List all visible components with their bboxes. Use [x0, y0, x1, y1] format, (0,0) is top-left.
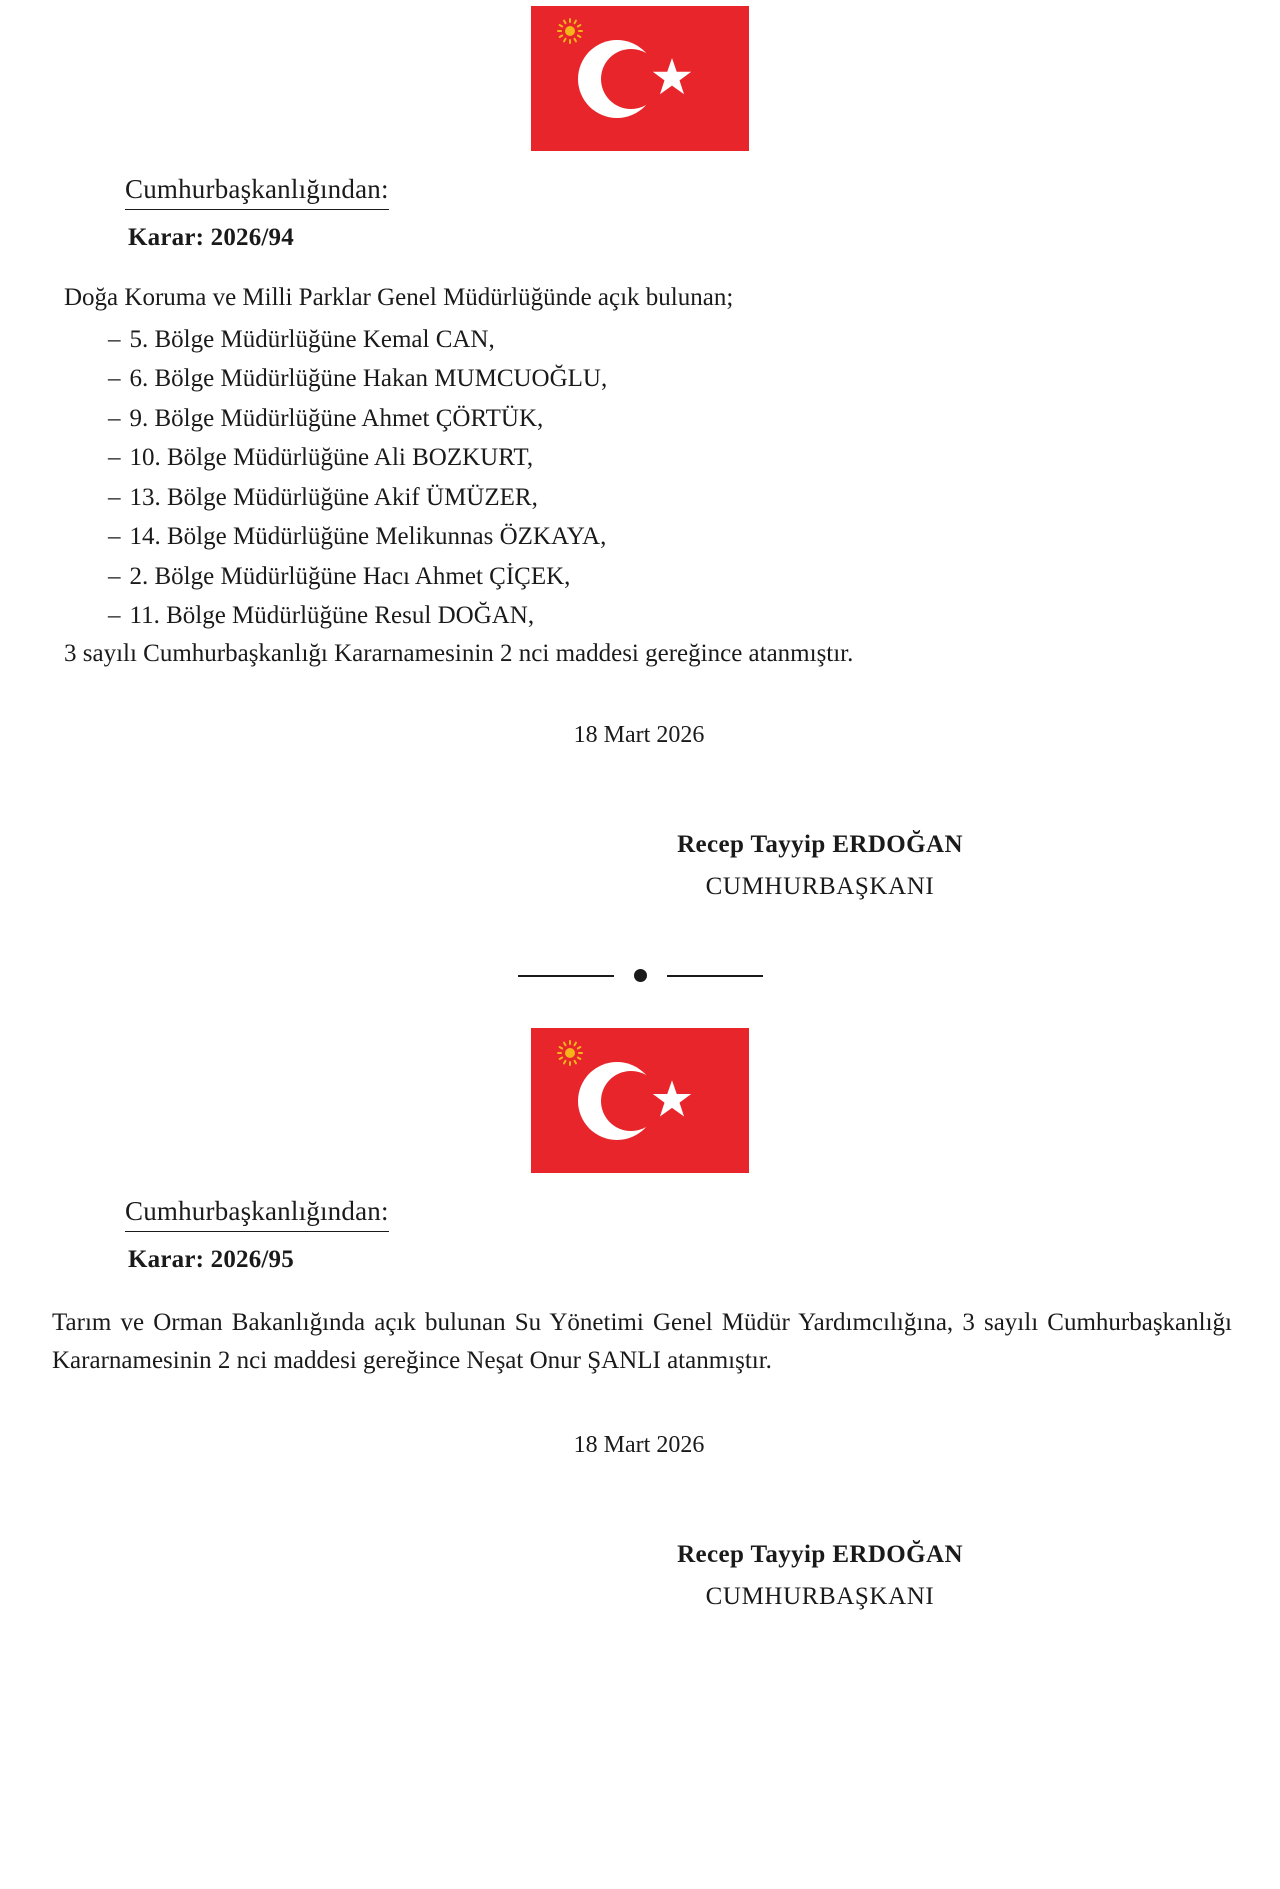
dash-bullet: –: [108, 404, 121, 432]
dash-bullet: –: [108, 562, 121, 590]
dash-bullet: –: [108, 483, 121, 511]
list-item-label: 2. Bölge Müdürlüğüne Hacı Ahmet ÇİÇEK,: [129, 562, 571, 590]
sun-rays-icon: [557, 18, 583, 44]
signatory-name: Recep Tayyip ERDOĞAN: [677, 1541, 963, 1568]
decree-block-2: [0, 1022, 1280, 1611]
list-item-label: 10. Bölge Müdürlüğüne Ali BOZKURT,: [129, 444, 534, 472]
list-item: [108, 557, 1280, 597]
signatory-title: CUMHURBAŞKANI: [705, 873, 935, 901]
list-item: [108, 596, 1280, 636]
decree-closing-text: 3 sayılı Cumhurbaşkanlığı Kararnamesinin 2 nci maddesi gereğince atanmıştır.: [64, 639, 854, 667]
decree-intro-text: Doğa Koruma ve Milli Parklar Genel Müdürlüğünde açık bulunan;: [64, 283, 734, 311]
list-item-label: 13. Bölge Müdürlüğüne Akif ÜMÜZER,: [129, 483, 538, 511]
flag-header-1: [0, 0, 1280, 151]
decree-heading: Cumhurbaşkanlığından:: [125, 173, 389, 210]
decree-number: Karar: 2026/95: [128, 1246, 294, 1273]
turkish-flag-icon: [531, 6, 749, 151]
signatory-name: Recep Tayyip ERDOĞAN: [677, 831, 963, 859]
sun-rays-icon: [557, 1040, 583, 1066]
list-item: [108, 320, 1280, 360]
divider-rule-right: [667, 975, 763, 978]
signature-block-1: [0, 831, 1280, 901]
list-item-label: 5. Bölge Müdürlüğüne Kemal CAN,: [129, 325, 495, 353]
dash-bullet: –: [108, 365, 121, 393]
decree-date: 18 Mart 2026: [573, 1432, 705, 1458]
appointment-list: [0, 320, 1280, 636]
decree-date: 18 Mart 2026: [573, 722, 705, 749]
turkish-flag-icon: [531, 1028, 749, 1173]
list-item: [108, 359, 1280, 399]
flag-header-2: [0, 1022, 1280, 1173]
list-item-label: 14. Bölge Müdürlüğüne Melikunnas ÖZKAYA,: [129, 523, 607, 551]
decree-heading: Cumhurbaşkanlığından:: [125, 1195, 389, 1232]
list-item-label: 9. Bölge Müdürlüğüne Ahmet ÇÖRTÜK,: [129, 404, 544, 432]
list-item: [108, 399, 1280, 439]
dash-bullet: –: [108, 325, 121, 353]
dash-bullet: –: [108, 444, 121, 472]
divider-dot-icon: [634, 969, 647, 982]
divider-rule-left: [518, 975, 614, 978]
decree-body-text: Tarım ve Orman Bakanlığında açık bulunan Su Yönetimi Genel Müdür Yardımcılığına, 3 sayılı Cumhurbaşkanlığı Kararnamesinin 2 nci maddesi gereğince Neşat Onur ŞANLI atanmıştır.: [52, 1309, 1232, 1374]
list-item: [108, 478, 1280, 518]
decree-number: Karar: 2026/94: [128, 223, 294, 251]
list-item: [108, 438, 1280, 478]
signatory-title: CUMHURBAŞKANI: [705, 1583, 935, 1610]
list-item-label: 11. Bölge Müdürlüğüne Resul DOĞAN,: [129, 602, 535, 630]
dash-bullet: –: [108, 523, 121, 551]
section-divider: [0, 969, 1280, 982]
list-item: [108, 517, 1280, 557]
list-item-label: 6. Bölge Müdürlüğüne Hakan MUMCUOĞLU,: [129, 365, 608, 393]
signature-block-2: [0, 1541, 1280, 1611]
dash-bullet: –: [108, 602, 121, 630]
decree-block-1: [0, 0, 1280, 901]
